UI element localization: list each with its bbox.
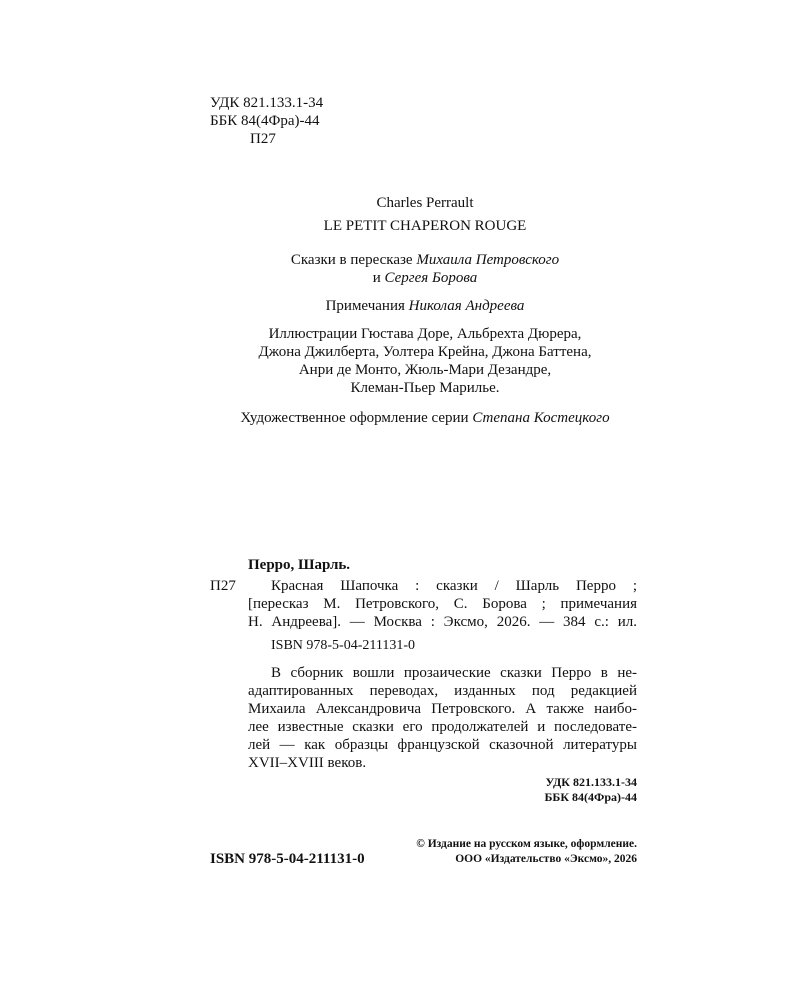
annotation-line: лей — как образцы французской сказочной литературы <box>248 737 637 753</box>
illustrations-line: Джона Джилберта, Уолтера Крейна, Джона Баттена, <box>258 344 592 360</box>
notes-credit <box>0 297 800 315</box>
catalog-description <box>248 577 637 631</box>
catalog-isbn: ISBN 978-5-04-211131-0 <box>271 638 416 653</box>
copyright <box>405 837 637 867</box>
annotation-line: лее известные сказки его продолжателей и последовате- <box>248 719 637 735</box>
design-credit <box>0 409 800 427</box>
notes-author: Николая Андреева <box>408 298 525 314</box>
bbk-code: ББК 84(4Фра)-44 <box>210 113 320 129</box>
retelling-credit <box>0 251 800 269</box>
retelling-conjunction: и <box>372 270 385 286</box>
title-block <box>0 194 800 427</box>
annotation-line: XVII–XVIII веков. <box>248 755 367 771</box>
author-index: П27 <box>250 131 276 147</box>
illustrations-line: Иллюстрации Гюстава Доре, Альбрехта Дюрера, <box>268 326 582 342</box>
retelling-prefix: Сказки в пересказе <box>290 252 417 268</box>
catalog-line: Красная Шапочка : сказки / Шарль Перро ; <box>271 578 637 594</box>
original-title: LE PETIT CHAPERON ROUGE <box>323 218 527 234</box>
annotation-line: Михаила Александровича Петровского. А также наибо- <box>248 701 637 717</box>
retelling-author-1: Михаила Петровского <box>416 252 560 268</box>
bbk-short: ББК 84(4Фра)-44 <box>544 790 637 804</box>
catalog-code: П27 <box>210 578 236 594</box>
annotation-line: адаптированных переводах, изданных под редакцией <box>248 683 637 699</box>
udk-code: УДК 821.133.1-34 <box>210 95 324 111</box>
catalog-classification <box>544 775 637 805</box>
original-author: Charles Perrault <box>376 195 474 211</box>
catalog-heading: Перро, Шарль. <box>248 557 351 573</box>
design-author: Степана Костецкого <box>472 410 610 426</box>
illustrations-line: Анри де Монто, Жюль-Мари Дезандре, <box>298 362 552 378</box>
udk-short: УДК 821.133.1-34 <box>545 775 637 789</box>
annotation-line: В сборник вошли прозаические сказки Перро в не- <box>271 665 637 681</box>
copyright-line: ООО «Издательство «Эксмо», 2026 <box>455 853 637 865</box>
isbn-main: ISBN 978-5-04-211131-0 <box>210 851 365 867</box>
retelling-author-2: Сергея Борова <box>384 270 478 286</box>
catalog-line: [пересказ М. Петровского, С. Борова ; примечания <box>248 596 637 612</box>
illustrations-line: Клеман-Пьер Марилье. <box>350 380 500 396</box>
design-prefix: Художественное оформление серии <box>240 410 473 426</box>
notes-prefix: Примечания <box>325 298 409 314</box>
copyright-line: © Издание на русском языке, оформление. <box>416 838 637 850</box>
catalog-line: Н. Андреева]. — Москва : Эксмо, 2026. — 384 с.: ил. <box>248 614 637 630</box>
udk-block <box>210 94 323 148</box>
retelling-credit-2 <box>0 269 800 287</box>
annotation <box>248 664 637 772</box>
